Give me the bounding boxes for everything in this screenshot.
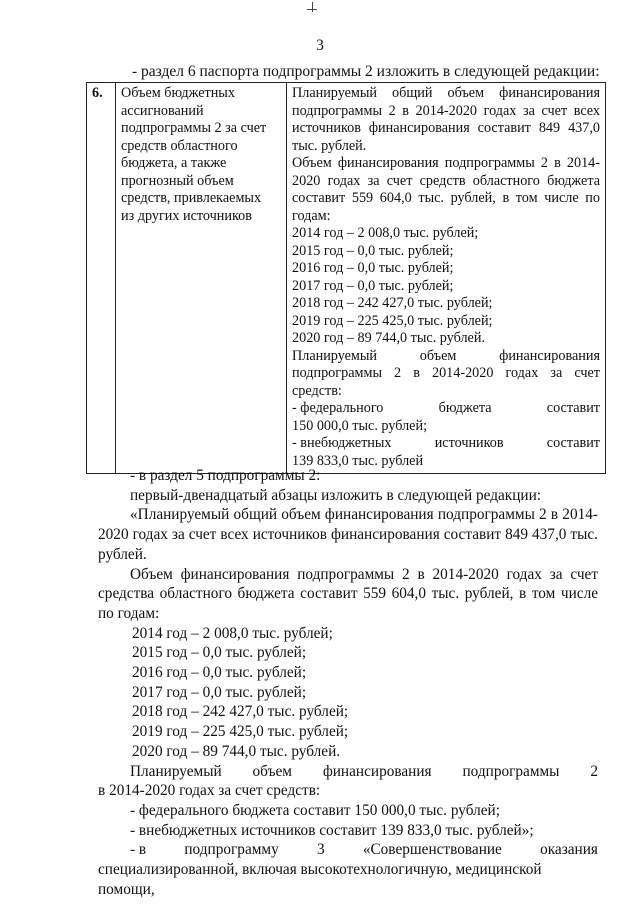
subprogram-word: - в [130, 841, 147, 859]
label-line: ассигнований [121, 102, 204, 119]
row-content [287, 83, 606, 474]
regional-funding-paragraph: Объем финансирования подпрограммы 2 в 2014-2020 годах за счет средства областного бюджета составит 559 604,0 тыс. рублей, в том числе по годам: [98, 565, 598, 622]
sources-word: объем [252, 762, 292, 780]
federal-word: составит [546, 400, 600, 416]
year-line: 2015 год – 0,0 тыс. рублей; [132, 644, 307, 662]
year-line: 2016 год – 0,0 тыс. рублей; [132, 664, 307, 682]
extrabudget-word: - внебюджетных [292, 435, 392, 451]
paragraphs-instruction: первый-двенадцатый абзацы изложить в следующей редакции: [130, 486, 542, 504]
label-line: из других источников [121, 207, 252, 224]
subprogram-3-line [98, 840, 598, 860]
year-line: 2020 год – 89 744,0 тыс. рублей. [132, 742, 341, 760]
extrabudget-line: - внебюджетных источников составит 139 833,0 тыс. рублей»; [130, 821, 534, 839]
year-line: 2019 год – 225 425,0 тыс. рублей; [292, 312, 493, 329]
year-line: 2018 год – 242 427,0 тыс. рублей; [292, 295, 493, 311]
intro-line: - раздел 6 паспорта подпрограммы 2 изложить в следующей редакции: [132, 63, 600, 80]
sources-line-rest: в 2014-2020 годах за счет средств: [98, 782, 321, 800]
extrabudget-line [292, 435, 600, 453]
row-label [116, 83, 287, 474]
year-line: 2019 год – 225 425,0 тыс. рублей; [132, 723, 349, 741]
federal-amount: 150 000,0 тыс. рублей; [292, 417, 428, 434]
year-line: 2015 год – 0,0 тыс. рублей; [292, 242, 454, 259]
year-line: 2014 год – 2 008,0 тыс. рублей; [292, 225, 479, 241]
extrabudget-word: составит [546, 435, 600, 451]
year-line: 2018 год – 242 427,0 тыс. рублей; [132, 703, 349, 721]
label-line: прогнозный объем [121, 172, 234, 189]
row-number: 6. [87, 83, 116, 474]
year-line: 2017 год – 0,0 тыс. рублей; [132, 683, 307, 701]
subprogram-word: оказания [540, 841, 598, 859]
table-row [87, 83, 606, 474]
label-line: средств, привлекаемых [121, 190, 262, 206]
year-line: 2020 год – 89 744,0 тыс. рублей. [292, 330, 485, 346]
label-line: подпрограммы 2 за счет [121, 120, 267, 136]
year-line: 2017 год – 0,0 тыс. рублей; [292, 277, 454, 294]
sources-paragraph: Планируемый объем финансирования подпрограммы 2 в 2014-2020 годах за счет средств: [292, 347, 600, 399]
federal-word: - федерального [292, 400, 384, 416]
section-5-line: - в раздел 5 подпрограммы 2: [130, 467, 321, 484]
extrabudget-amount: 139 833,0 тыс. рублей [292, 452, 424, 469]
subprogram-word: «Совершенствование [362, 841, 502, 859]
year-line: 2014 год – 2 008,0 тыс. рублей; [132, 624, 333, 642]
total-funding-paragraph: «Планируемый общий объем финансирования подпрограммы 2 в 2014-2020 годах за счет всех источников финансирования составит 849 437,0 тыс. рублей. [98, 506, 598, 563]
page-number: 3 [316, 37, 324, 54]
federal-line: - федерального бюджета составит 150 000,0 тыс. рублей; [130, 801, 500, 819]
total-funding-paragraph: Планируемый общий объем финансирования подпрограммы 2 в 2014-2020 годах за счет всех источников финансирования составит 849 437,0 тыс. рублей. [292, 85, 600, 154]
sources-line [98, 762, 598, 782]
passport-table [86, 82, 606, 474]
body-text [98, 466, 598, 899]
subprogram-word: 3 [316, 841, 325, 859]
federal-line [292, 400, 600, 418]
sources-word: Планируемый [130, 762, 222, 780]
federal-word: бюджета [438, 400, 492, 416]
year-line: 2016 год – 0,0 тыс. рублей; [292, 260, 454, 276]
sources-word: подпрограммы [462, 762, 560, 780]
binding-mark-cross [307, 9, 317, 11]
label-line: средств областного [121, 137, 238, 154]
subprogram-3-rest: специализированной, включая высокотехнологичную, медицинской помощи, [98, 861, 542, 898]
label-line: Объем бюджетных [121, 85, 235, 101]
sources-word: 2 [590, 762, 598, 780]
label-line: бюджета, а также [121, 155, 227, 171]
extrabudget-word: источников [434, 435, 504, 451]
sources-word: финансирования [322, 762, 432, 780]
regional-funding-paragraph: Объем финансирования подпрограммы 2 в 2014-2020 годах за счет средств областного бюджета составит 559 604,0 тыс. рублей, в том числе по годам: [292, 155, 600, 224]
subprogram-word: подпрограмму [184, 841, 279, 859]
